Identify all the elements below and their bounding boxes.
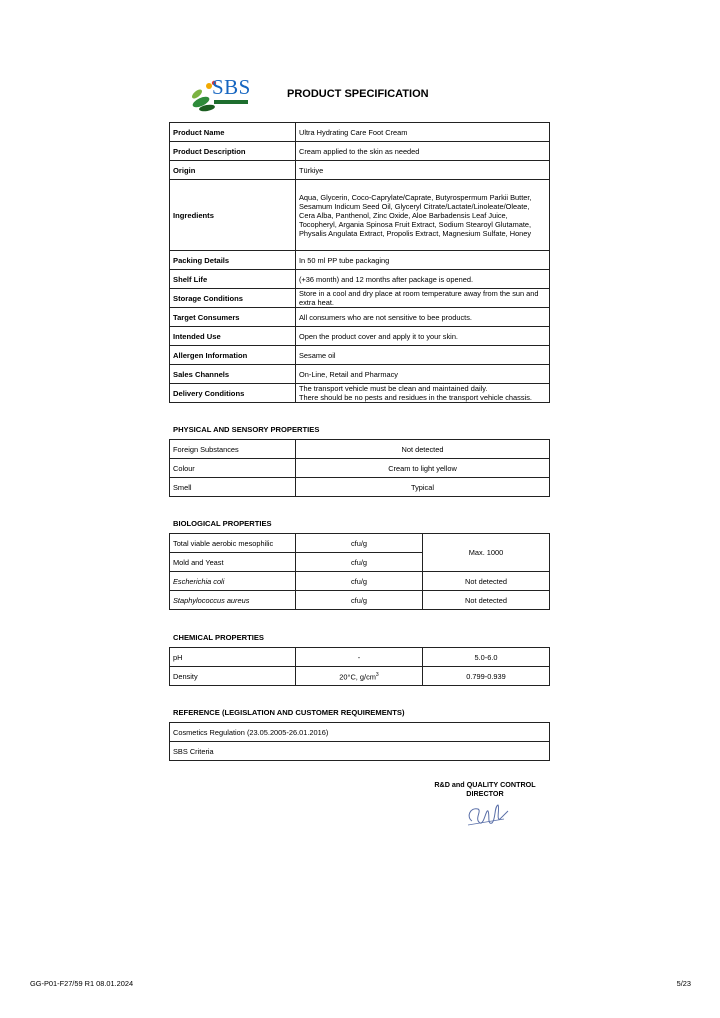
property-unit: cfu/g [296,572,423,591]
table-row [170,440,550,459]
section-heading-biological: BIOLOGICAL PROPERTIES [173,519,272,528]
spec-label: Delivery Conditions [170,384,296,403]
property-value: Not detected [423,591,550,610]
spec-table [169,122,550,403]
signature-image [460,799,514,833]
physical-table [169,439,550,497]
spec-label: Ingredients [170,180,296,251]
signature-title-line: DIRECTOR [466,789,504,798]
spec-label: Storage Conditions [170,289,296,308]
spec-value: All consumers who are not sensitive to bee products. [296,308,550,327]
property-value: Not detected [423,572,550,591]
table-row [170,346,550,365]
page-title: PRODUCT SPECIFICATION [287,88,429,100]
table-row [170,270,550,289]
signature-title [420,780,550,798]
spec-label: Product Name [170,123,296,142]
section-heading-chemical: CHEMICAL PROPERTIES [173,633,264,642]
table-row [170,459,550,478]
spec-value: Store in a cool and dry place at room temperature away from the sun and extra heat. [296,289,550,308]
reference-table [169,722,550,761]
table-row [170,251,550,270]
chemical-table [169,647,550,686]
section-heading-physical: PHYSICAL AND SENSORY PROPERTIES [173,425,320,434]
table-row [170,384,550,403]
property-value: 5.0-6.0 [423,648,550,667]
table-row [170,123,550,142]
spec-value [296,384,550,403]
table-row [170,327,550,346]
spec-label: Origin [170,161,296,180]
biological-table [169,533,550,610]
company-logo [188,76,254,114]
property-label: Foreign Substances [170,440,296,459]
property-condition: - [296,648,423,667]
spec-value: (+36 month) and 12 months after package is opened. [296,270,550,289]
signature-title-line: R&D and QUALITY CONTROL [434,780,536,789]
table-row [170,648,550,667]
spec-value: Türkiye [296,161,550,180]
spec-value: On-Line, Retail and Pharmacy [296,365,550,384]
table-row [170,742,550,761]
table-row [170,534,550,553]
property-label: Mold and Yeast [170,553,296,572]
property-label: pH [170,648,296,667]
table-row [170,308,550,327]
table-row [170,365,550,384]
property-condition [296,667,423,686]
spec-label: Target Consumers [170,308,296,327]
table-row [170,161,550,180]
spec-label: Shelf Life [170,270,296,289]
spec-value: Sesame oil [296,346,550,365]
condition-superscript: 3 [375,671,379,678]
spec-value: In 50 ml PP tube packaging [296,251,550,270]
property-unit: cfu/g [296,534,423,553]
property-label: Staphylococcus aureus [170,591,296,610]
property-value: Not detected [296,440,550,459]
table-row [170,289,550,308]
property-label: Total viable aerobic mesophilic [170,534,296,553]
spec-label: Intended Use [170,327,296,346]
section-heading-reference: REFERENCE (LEGISLATION AND CUSTOMER REQUIREMENTS) [173,708,405,717]
table-row [170,591,550,610]
table-row [170,667,550,686]
spec-label: Allergen Information [170,346,296,365]
logo-text: SBS [212,75,251,99]
table-row [170,723,550,742]
property-label: Colour [170,459,296,478]
spec-label: Packing Details [170,251,296,270]
reference-item: SBS Criteria [170,742,550,761]
property-label: Density [170,667,296,686]
property-value: Cream to light yellow [296,459,550,478]
document-code: GG-P01-F27/59 R1 08.01.2024 [30,979,134,988]
property-value: 0.799-0.939 [423,667,550,686]
property-value: Typical [296,478,550,497]
table-row [170,142,550,161]
spec-value-line: There should be no pests and residues in the transport vehicle chassis. [299,393,532,402]
property-unit: cfu/g [296,591,423,610]
page-number: 5/23 [676,979,691,988]
table-row [170,572,550,591]
spec-value: Ultra Hydrating Care Foot Cream [296,123,550,142]
property-label: Escherichia coli [170,572,296,591]
spec-label: Sales Channels [170,365,296,384]
spec-value: Open the product cover and apply it to your skin. [296,327,550,346]
table-row [170,180,550,251]
spec-value-line: The transport vehicle must be clean and maintained daily. [299,384,488,393]
spec-label: Product Description [170,142,296,161]
property-value: Max. 1000 [423,534,550,572]
spec-value: Cream applied to the skin as needed [296,142,550,161]
property-label: Smell [170,478,296,497]
reference-item: Cosmetics Regulation (23.05.2005-26.01.2016) [170,723,550,742]
property-unit: cfu/g [296,553,423,572]
spec-value: Aqua, Glycerin, Coco-Caprylate/Caprate, Butyrospermum Parkii Butter, Sesamum Indicum Seed Oil, Glyceryl Citrate/Lactate/Linoleate/Oleate, Cera Alba, Panthenol, Zinc Oxide, Aloe Barbadensis Leaf Juice, Tocopheryl, Argania Spinosa Fruit Extract, Sodium Stearoyl Glutamate, Physalis Angulata Extract, Propolis Extract, Magnesium Sulfate, Honey [296,180,550,251]
table-row [170,478,550,497]
condition-text: 20°C, g/cm [339,672,376,682]
